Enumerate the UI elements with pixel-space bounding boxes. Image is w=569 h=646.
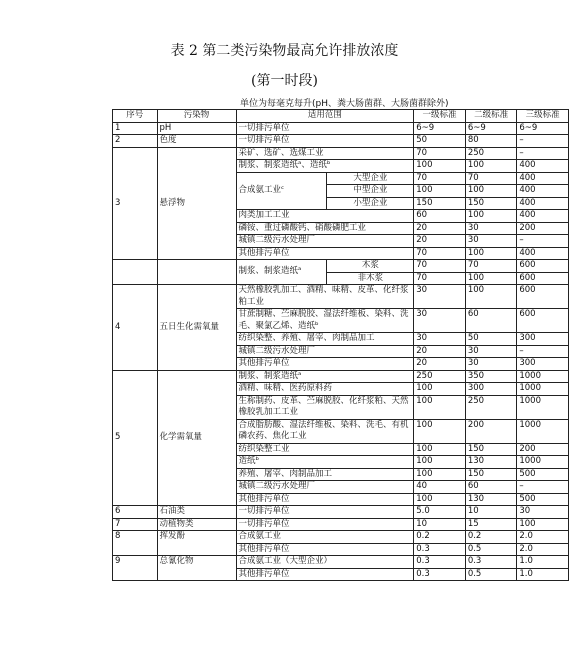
std3-cell: 600 (517, 260, 569, 273)
scope-cell: 其他排污单位 (236, 568, 414, 581)
std3-cell: 500 (517, 493, 569, 506)
scope-cell: 城镇二级污水处理厂 (236, 235, 414, 248)
std3-cell: 100 (517, 518, 569, 531)
std1-cell: 100 (414, 160, 466, 173)
pollutant-name: 化学需氧量 (157, 370, 236, 506)
std2-cell: 130 (465, 493, 517, 506)
std1-cell: 20 (414, 222, 466, 235)
std2-cell: 6~9 (465, 122, 517, 135)
pollutant-name: 悬浮物 (157, 147, 236, 260)
table-row (113, 147, 569, 160)
pollutant-name: 色度 (157, 135, 236, 148)
std1-cell: 0.2 (414, 531, 466, 544)
std3-cell: 400 (517, 172, 569, 185)
std2-cell: 10 (465, 506, 517, 519)
std1-cell: 100 (414, 468, 466, 481)
std2-cell: 250 (465, 147, 517, 160)
scope-cell: 其他排污单位 (236, 543, 414, 556)
std1-cell: 50 (414, 135, 466, 148)
row-no: 2 (113, 135, 158, 148)
std3-cell: 1000 (517, 456, 569, 469)
scope-cell: 一切排污单位 (236, 122, 414, 135)
scope-cell: 制浆、制浆造纸ᵃ、造纸ᵇ (236, 160, 414, 173)
pollutant-name: 五日生化需氧量 (157, 285, 236, 371)
std1-cell: 100 (414, 395, 466, 419)
std1-cell: 100 (414, 443, 466, 456)
scope-cell: 合成氨工业 (236, 531, 414, 544)
std2-cell: 100 (465, 272, 517, 285)
std2-cell: 60 (465, 309, 517, 333)
pollutant-table (112, 109, 569, 581)
std2-cell: 150 (465, 468, 517, 481)
std1-cell: 30 (414, 333, 466, 346)
std2-cell: 150 (465, 197, 517, 210)
std2-cell: 100 (465, 185, 517, 198)
std2-cell: 70 (465, 172, 517, 185)
scope-cell: 纺织染整、养殖、屠宰、肉制品加工 (236, 333, 414, 346)
scope-cell: 制浆、制浆造纸ᵃ (236, 260, 327, 285)
pollutant-empty (157, 260, 236, 285)
scope-cell: 生称制药、皮革、苎麻脱胶、化纤浆粕、天然橡胶乳加工工业 (236, 395, 414, 419)
std3-cell: 300 (517, 358, 569, 371)
header-row (113, 110, 569, 123)
std1-cell: 70 (414, 147, 466, 160)
header-pollutant: 污染物 (157, 110, 236, 123)
std1-cell: 100 (414, 493, 466, 506)
std1-cell: 100 (414, 456, 466, 469)
std1-cell: 30 (414, 285, 466, 309)
std3-cell: 2.0 (517, 531, 569, 544)
scope-cell: 甘蔗制糖、苎麻脱胶、湿法纤维板、染料、洗毛、聚氯乙烯、造纸ᵇ (236, 309, 414, 333)
std1-cell: 250 (414, 370, 466, 383)
std2-cell: 350 (465, 370, 517, 383)
scope-cell: 采矿、选矿、选煤工业 (236, 147, 414, 160)
scope-cell: 肉类加工工业 (236, 210, 414, 223)
std3-cell: 1000 (517, 370, 569, 383)
std3-cell: 400 (517, 247, 569, 260)
std2-cell: 30 (465, 358, 517, 371)
row-no-empty (113, 260, 158, 285)
std1-cell: 100 (414, 383, 466, 396)
std1-cell: 30 (414, 309, 466, 333)
scope-cell: 合成氨工业ᶜ (236, 172, 327, 210)
table-title: 表 2 第二类污染物最高允许排放浓度 (170, 43, 399, 59)
std2-cell: 0.5 (465, 543, 517, 556)
std3-cell: 1000 (517, 383, 569, 396)
std2-cell: 0.5 (465, 568, 517, 581)
std3-cell: 30 (517, 506, 569, 519)
std3-cell: 600 (517, 285, 569, 309)
scope-cell: 城镇二级污水处理厂 (236, 481, 414, 494)
scope-cell: 合成氨工业（大型企业） (236, 556, 414, 569)
std3-cell: – (517, 235, 569, 248)
scope-cell: 一切排污单位 (236, 135, 414, 148)
std3-cell: 1.0 (517, 568, 569, 581)
std2-cell: 80 (465, 135, 517, 148)
std3-cell: 1.0 (517, 556, 569, 569)
table-row (113, 531, 569, 544)
sub-scope-cell: 大型企业 (327, 172, 414, 185)
std2-cell: 50 (465, 333, 517, 346)
std2-cell: 100 (465, 160, 517, 173)
table-row (113, 135, 569, 148)
std3-cell: 400 (517, 197, 569, 210)
scope-cell: 养殖、屠宰、肉制品加工 (236, 468, 414, 481)
std2-cell: 100 (465, 247, 517, 260)
std2-cell: 15 (465, 518, 517, 531)
scope-cell: 天然橡胶乳加工、酒精、味精、皮革、化纤浆粕工业 (236, 285, 414, 309)
scope-cell: 制浆、制浆造纸ᵃ (236, 370, 414, 383)
pollutant-name: 总氰化物 (157, 556, 236, 581)
std3-cell: 2.0 (517, 543, 569, 556)
scope-cell: 一切排污单位 (236, 518, 414, 531)
std2-cell: 100 (465, 210, 517, 223)
std3-cell: 400 (517, 160, 569, 173)
std2-cell: 60 (465, 481, 517, 494)
std2-cell: 70 (465, 260, 517, 273)
row-no: 7 (113, 518, 158, 531)
std2-cell: 30 (465, 235, 517, 248)
std3-cell: 500 (517, 468, 569, 481)
std1-cell: 70 (414, 247, 466, 260)
table-row (113, 285, 569, 309)
std1-cell: 0.3 (414, 543, 466, 556)
std3-cell: 200 (517, 443, 569, 456)
pollutant-name: 石油类 (157, 506, 236, 519)
std3-cell: 300 (517, 333, 569, 346)
row-no: 8 (113, 531, 158, 556)
std1-cell: 6~9 (414, 122, 466, 135)
sub-scope-cell: 中型企业 (327, 185, 414, 198)
std2-cell: 300 (465, 383, 517, 396)
std1-cell: 0.3 (414, 568, 466, 581)
table-row (113, 260, 569, 273)
pollutant-name: 挥发酚 (157, 531, 236, 556)
header-scope: 适用范围 (236, 110, 414, 123)
std1-cell: 70 (414, 272, 466, 285)
std2-cell: 250 (465, 395, 517, 419)
std3-cell: 1000 (517, 395, 569, 419)
scope-cell: 其他排污单位 (236, 493, 414, 506)
std3-cell: 1000 (517, 419, 569, 443)
std3-cell: 400 (517, 210, 569, 223)
scope-cell: 酒精、味精、医药原料药 (236, 383, 414, 396)
std3-cell: – (517, 481, 569, 494)
header-std2: 二级标准 (465, 110, 517, 123)
table-row (113, 518, 569, 531)
row-no: 9 (113, 556, 158, 581)
sub-scope-cell: 木浆 (327, 260, 414, 273)
row-no: 4 (113, 285, 158, 371)
scope-cell: 其他排污单位 (236, 247, 414, 260)
std1-cell: 60 (414, 210, 466, 223)
scope-cell: 纺织染整工业 (236, 443, 414, 456)
scope-cell: 一切排污单位 (236, 506, 414, 519)
std1-cell: 40 (414, 481, 466, 494)
table-row (113, 122, 569, 135)
std1-cell: 0.3 (414, 556, 466, 569)
table-row (113, 370, 569, 383)
std1-cell: 20 (414, 358, 466, 371)
std1-cell: 70 (414, 260, 466, 273)
row-no: 3 (113, 147, 158, 260)
std1-cell: 10 (414, 518, 466, 531)
std1-cell: 20 (414, 345, 466, 358)
std1-cell: 20 (414, 235, 466, 248)
pollutant-name: 动植物类 (157, 518, 236, 531)
table-row (113, 506, 569, 519)
sub-scope-cell: 小型企业 (327, 197, 414, 210)
sub-scope-cell: 非木浆 (327, 272, 414, 285)
std3-cell: 600 (517, 309, 569, 333)
std3-cell: – (517, 345, 569, 358)
std3-cell: 200 (517, 222, 569, 235)
std3-cell: – (517, 135, 569, 148)
table-subtitle: (第一时段) (251, 73, 318, 89)
std1-cell: 100 (414, 185, 466, 198)
std2-cell: 0.3 (465, 556, 517, 569)
row-no: 5 (113, 370, 158, 506)
pollutant-name: pH (157, 122, 236, 135)
scope-cell: 造纸ᵇ (236, 456, 414, 469)
scope-cell: 合成脂肪酸、湿法纤维板、染料、洗毛、有机磷农药、焦化工业 (236, 419, 414, 443)
std1-cell: 70 (414, 172, 466, 185)
std2-cell: 130 (465, 456, 517, 469)
std3-cell: 400 (517, 185, 569, 198)
scope-cell: 城镇二级污水处理厂 (236, 345, 414, 358)
row-no: 6 (113, 506, 158, 519)
std3-cell: 600 (517, 272, 569, 285)
header-no: 序号 (113, 110, 158, 123)
std1-cell: 100 (414, 419, 466, 443)
std2-cell: 30 (465, 222, 517, 235)
row-no: 1 (113, 122, 158, 135)
std3-cell: 6~9 (517, 122, 569, 135)
std2-cell: 30 (465, 345, 517, 358)
header-std1: 一级标准 (414, 110, 466, 123)
std3-cell: – (517, 147, 569, 160)
table-row (113, 556, 569, 569)
unit-note: 单位为每毫克每升(pH、粪大肠菌群、大肠菌群除外) (240, 99, 449, 109)
header-std3: 三级标准 (517, 110, 569, 123)
scope-cell: 磷铵、重过磷酸钙、硝酸磷肥工业 (236, 222, 414, 235)
std1-cell: 150 (414, 197, 466, 210)
std2-cell: 0.2 (465, 531, 517, 544)
std1-cell: 5.0 (414, 506, 466, 519)
std2-cell: 100 (465, 285, 517, 309)
scope-cell: 其他排污单位 (236, 358, 414, 371)
std2-cell: 200 (465, 419, 517, 443)
std2-cell: 150 (465, 443, 517, 456)
